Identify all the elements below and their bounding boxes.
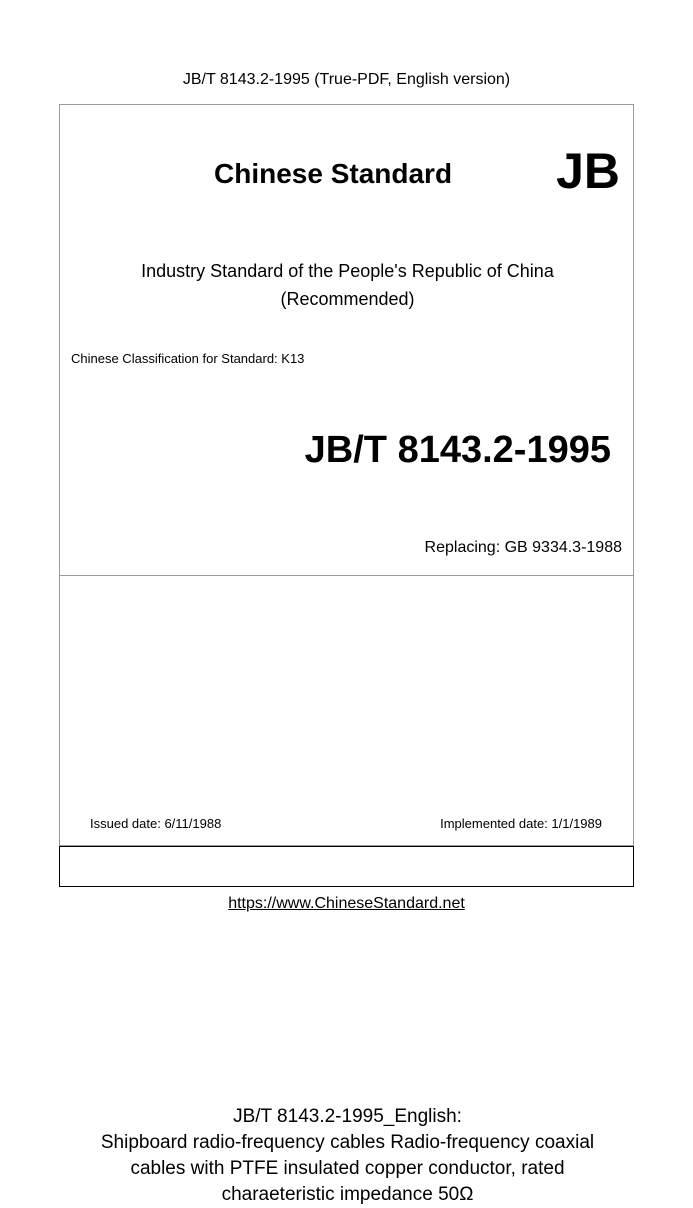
subtitle-line-1: Industry Standard of the People's Republic of China bbox=[141, 261, 554, 281]
cover-top-section bbox=[59, 104, 634, 576]
cover-subtitle bbox=[60, 257, 635, 313]
page-header: JB/T 8143.2-1995 (True-PDF, English version) bbox=[182, 71, 511, 88]
document-title bbox=[60, 1104, 635, 1208]
implemented-date: Implemented date: 1/1/1989 bbox=[440, 816, 602, 831]
standard-number: JB/T 8143.2-1995 bbox=[304, 429, 611, 471]
website-link[interactable]: https://www.ChineseStandard.net bbox=[228, 895, 465, 912]
document-title-line-1: JB/T 8143.2-1995_English: bbox=[233, 1106, 462, 1127]
cover-title: Chinese Standard bbox=[214, 158, 453, 189]
issued-date: Issued date: 6/11/1988 bbox=[90, 816, 222, 831]
replacing-text: Replacing: GB 9334.3-1988 bbox=[424, 539, 622, 556]
standard-code-mark: JB bbox=[556, 143, 620, 199]
footer bbox=[0, 894, 693, 914]
document-title-line-3: cables with PTFE insulated copper conductor, rated bbox=[130, 1158, 565, 1179]
document-title-line-4: charaeteristic impedance 50Ω bbox=[221, 1184, 474, 1205]
document-title-line-2: Shipboard radio-frequency cables Radio-frequency coaxial bbox=[100, 1132, 595, 1153]
classification-text: Chinese Classification for Standard: K13 bbox=[71, 351, 305, 366]
cover-bottom-box bbox=[59, 846, 634, 887]
subtitle-line-2: (Recommended) bbox=[280, 289, 415, 309]
